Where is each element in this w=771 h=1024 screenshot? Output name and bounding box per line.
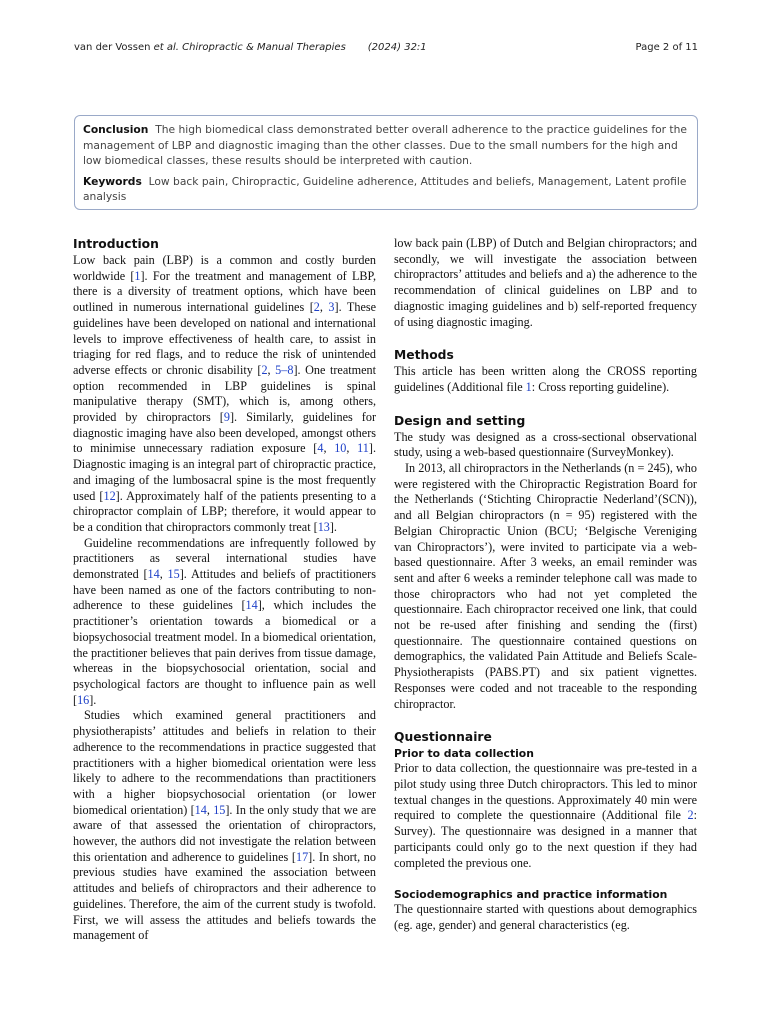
citation-link[interactable]: 14 [194,802,207,817]
citation-link[interactable]: 1 [525,379,532,394]
paragraph-text: This article has been written along the CROSS reporting guidelines (Additional file [394,364,697,394]
paragraph-text: ]. Diagnostic imaging is an integral part of chiropractic practice, and imaging of the lumbosacral spine is the most frequently used [ [73,441,377,503]
questionnaire-paragraph-2: The questionnaire started with questions about demographics (eg. age, gender) and general characteristics (eg. [394,902,697,932]
prior-data-collection-subheading: Prior to data collection [394,747,534,761]
header-etal: et al. [153,42,179,53]
citation-link[interactable]: 9 [223,410,230,425]
paragraph-text: , [323,441,335,456]
questionnaire-heading: Questionnaire [394,730,492,745]
paragraph-text: ]. Similarly, guidelines for diagnostic imaging have also been developed, amongst others to minimise unnecessary radiation exposure [ [73,410,376,456]
keywords-paragraph [83,174,688,205]
paragraph-text: Studies which examined general practitioners and physiotherapists’ attitudes and beliefs in relation to their adherence to the recommendations in practice suggested that practitioners with a higher biomedical orientation were less likely to adhere to the recommendations than practitioners with a higher biopsychosocial orientation (or lower biomedical orientation) [ [73,708,376,817]
paragraph-text: , [206,802,214,817]
paragraph-text: ]. In the only study that we are aware of that assessed the orientation of chiropractors, however, the authors did not investigate the relation between this orientation and adherence to guidelines [ [73,802,377,864]
running-header [74,42,427,53]
citation-link[interactable]: 17 [295,849,309,864]
header-journal: Chiropractic & Manual Therapies [182,42,346,53]
citation-link[interactable]: 1 [134,268,141,283]
citation-link[interactable]: 14 [245,598,258,613]
citation-link[interactable]: 12 [103,488,116,503]
citation-link[interactable]: 15 [213,802,226,817]
paragraph-text: ]. These guidelines have been developed on national and international levels to improve effectiveness of health care, to assist in triaging for red flags, and to reduce the risk of unintended adverse effects or chronic disability [ [73,300,377,377]
conclusion-text: The high biomedical class demonstrated better overall adherence to the practice guidelines for the management of LBP and diagnostic imaging than the other classes. Due to the small numbers for the high and low biomedical classes, these results should be interpreted with caution. [83,123,687,168]
conclusion-label: Conclusion [83,123,149,136]
paragraph-text: ]. [89,692,97,707]
intro-paragraph-2 [73,536,376,709]
paragraph-text: ]. In short, no previous studies have examined the association between attitudes and beliefs of chiropractors and their adherence to guidelines. Therefore, the aim of the current study is twofold. First, we will assess the attitudes and beliefs towards the management of [73,849,376,943]
citation-link[interactable]: 2 [261,362,268,377]
paragraph-text: ]. Approximately half of the patients presenting to a chiropractor complain of LBP; therefore, it would appear to be a condition that chiropractors commonly treat [ [73,488,376,534]
keywords-label: Keywords [83,174,142,188]
paragraph-text: Guideline recommendations are infrequently followed by practitioners as several international studies have demonstrated [ [73,535,376,582]
citation-link[interactable]: 5–8 [275,362,294,377]
citation-link[interactable]: 14 [147,567,160,582]
design-paragraph-2: In 2013, all chiropractors in the Netherlands (n = 245), who were registered with the Chiropractic Registration Board for the Netherlands (‘Stichting Chiropractie Nederland’(SCN)), and all Belgian chiropractors (n = 95) registered with the Belgian Chiropractic Union (BCU; ‘Belgische Vereniging van Chiropractors’), were invited to participate via a web-based questionnaire. After 3 weeks, an email reminder was sent and after 6 weeks a reminder telephone call was made to those chiropractors who had not yet completed the questionnaire. Each chiropractor received one link, that could not be re-used after finishing and sending the (first) questionnaire. The questionnaire contained questions on demographics, the validated Pain Attitude and Beliefs Scale-Physiotherapists (PABS.PT) and six patient vignettes. Responses were coded and not traceable to the responding chiropractor. [394,461,697,711]
citation-link[interactable]: 3 [328,300,335,315]
abstract-box [74,115,698,210]
paragraph-text: ], which includes the practitioner’s orientation towards a biomedical or a biopsychosocial treatment model. In a biomedical orientation, the practitioner believes that pain derives from tissue damage, whereas in the biopsychosocial orientation, social and psychological factors are thought to influence pain as well [ [73,598,376,707]
paragraph-text: ]. [329,519,337,534]
introduction-heading: Introduction [73,237,159,251]
citation-link[interactable]: 2 [313,300,320,315]
keywords-text: Low back pain, Chiropractic, Guideline adherence, Attitudes and beliefs, Management, Latent profile analysis [83,174,687,204]
header-citation: (2024) 32:1 [367,42,427,53]
intro-paragraph-3 [73,708,376,944]
paragraph-text: Prior to data collection, the questionnaire was pre-tested in a pilot study using three Dutch chiropractors. This led to minor textual changes in the questions. Approximately 40 min were required to complete the questionnaire (Additional file [394,761,697,823]
methods-heading: Methods [394,348,454,363]
paragraph-text: ]. Attitudes and beliefs of practitioners have been named as one of the factors contributing to non-adherence to these guidelines [ [73,567,376,613]
conclusion-paragraph [83,122,688,169]
citation-link[interactable]: 16 [77,692,90,707]
citation-link[interactable]: 2 [687,808,694,823]
paragraph-text: low back pain (LBP) of Dutch and Belgian chiropractors; and secondly, we will investigate the association between chiropractors’ attitudes and beliefs and a) the adherence to the recommendation of clinical guidelines on LBP and to diagnostic imaging guidelines and b) self-reported frequency of using diagnostic imaging. [394,236,697,329]
design-heading: Design and setting [394,413,526,428]
citation-link[interactable]: 10 [334,441,347,456]
paragraph-text: ]. For the treatment and management of LBP, there is a diversity of treatment options, which have been outlined in numerous international guidelines [ [73,268,376,315]
sociodemographics-subheading: Sociodemographics and practice information [394,888,668,902]
questionnaire-paragraph-1 [394,761,697,871]
page-number: Page 2 of 11 [635,42,698,53]
paragraph-text: Low back pain (LBP) is a common and costly burden worldwide [ [73,253,376,283]
left-column [73,236,376,944]
intro-paragraph-3-continued [394,236,697,330]
citation-link[interactable]: 4 [317,441,324,456]
intro-paragraph-1 [73,253,376,536]
paragraph-text: ]. One treatment option recommended in LBP guidelines is spinal manipulative therapy (SMT), which is, among others, provided by chiropractors [ [73,362,377,425]
citation-link[interactable]: 15 [167,567,180,582]
citation-link[interactable]: 13 [317,519,330,534]
paragraph-text: : Survey). The questionnaire was designed in a manner that participants could only go to the next question if they had completed the previous one. [394,808,697,870]
methods-paragraph [394,364,697,395]
header-authors: van der Vossen [74,42,151,53]
paragraph-text: , [319,300,329,315]
citation-link[interactable]: 11 [357,441,369,456]
paragraph-text: , [267,362,276,377]
design-paragraph-1: The study was designed as a cross-sectional observational study, using a web-based questionnaire (SurveyMonkey). [394,429,697,460]
paragraph-text: : Cross reporting guideline). [531,379,670,394]
right-column [394,236,697,934]
paragraph-text: , [159,567,168,582]
paragraph-text: , [346,441,358,456]
